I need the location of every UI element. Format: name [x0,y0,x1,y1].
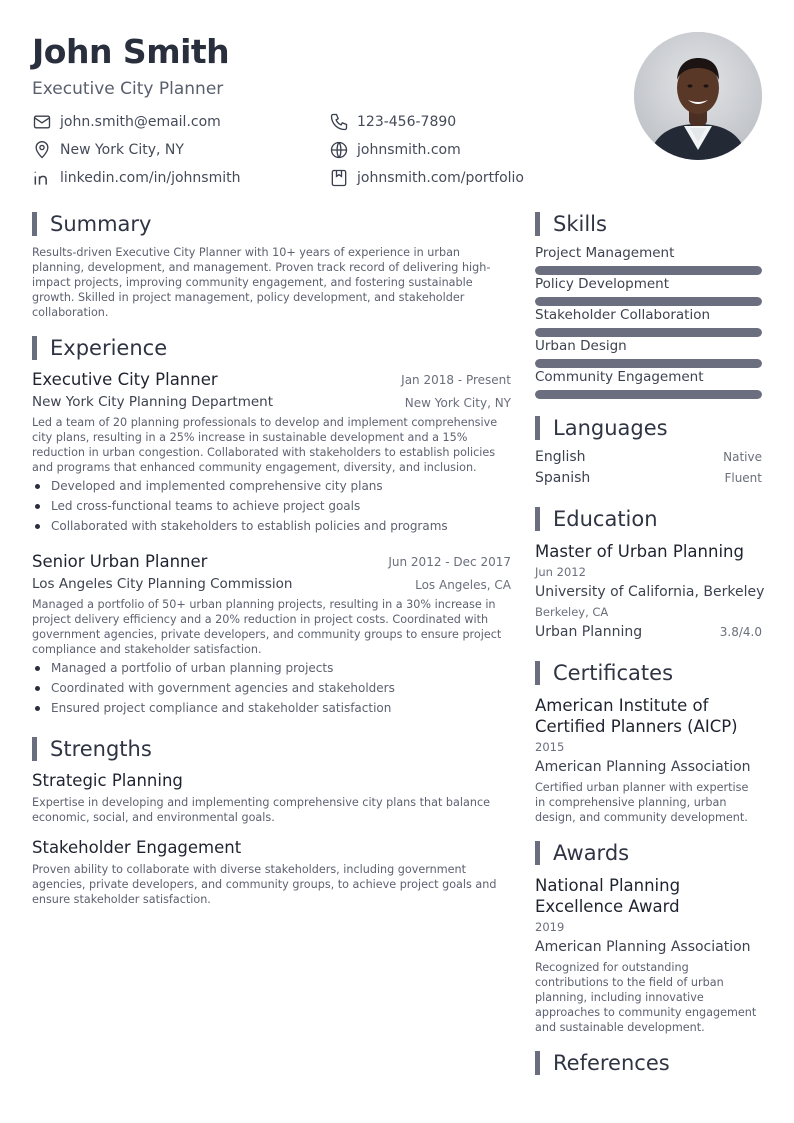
section-accent-bar [535,416,540,440]
education-field-row [535,624,762,640]
award-text: Recognized for outstanding contributions to the field of urban planning, including innovative approaches to community engagement and sustainable development. [535,961,757,1034]
contact-website-text: johnsmith.com [357,142,461,158]
award-issuer: American Planning Association [535,939,751,955]
job-bullet-text: Developed and implemented comprehensive city plans [51,479,383,493]
section-accent-bar [535,661,540,685]
job-bullet-text: Ensured project compliance and stakeholder satisfaction [51,701,392,715]
skills-heading-text: Skills [553,212,607,236]
candidate-name: John Smith [32,32,230,71]
profile-photo [634,32,762,160]
contact-phone[interactable] [329,112,456,132]
education-school: University of California, Berkeley [535,584,765,600]
skill-bar-fill [535,266,762,275]
skill-bar-fill [535,297,762,306]
section-accent-bar [535,212,540,236]
certificate-year: 2015 [535,740,565,754]
profile-portrait-image [634,32,762,160]
summary-heading [32,212,151,236]
language-name: English [535,449,586,465]
location-pin-icon [32,140,52,160]
mail-icon [32,112,52,132]
certificate-text: Certified urban planner with expertise in comprehensive planning, urban design, and community development. [535,781,749,824]
awards-heading [535,841,629,865]
portfolio-icon [329,168,349,188]
languages-heading-text: Languages [553,416,668,440]
job-title: Senior Urban Planner [32,552,208,571]
section-accent-bar [535,1051,540,1075]
strength-text: Proven ability to collaborate with diverse stakeholders, including government agencies, private developers, and community groups, to achieve project goals and ensure stakeholder satisfaction. [32,863,497,906]
skills-heading [535,212,607,236]
job-dates: Jun 2012 - Dec 2017 [388,555,511,569]
references-heading-text: References [553,1051,670,1075]
job-bullet-text: Led cross-functional teams to achieve project goals [51,499,361,513]
contact-phone-text: 123-456-7890 [357,114,457,130]
skill-bar-fill [535,390,762,399]
skill-bar [535,266,762,275]
section-accent-bar [535,507,540,531]
section-accent-bar [535,841,540,865]
contact-email[interactable] [32,112,221,132]
job-organization: New York City Planning Department [32,394,273,410]
language-row [535,449,762,465]
phone-icon [329,112,349,132]
job-bullet-text: Coordinated with government agencies and stakeholders [51,681,395,695]
language-row [535,470,762,486]
skill-bar-fill [535,328,762,337]
skill-bar [535,328,762,337]
bullet-dot-icon [35,666,40,671]
job-title: Executive City Planner [32,370,218,389]
languages-heading [535,416,668,440]
education-field: Urban Planning [535,624,643,640]
job-description: Led a team of 20 planning professionals to develop and implement comprehensive city plans, resulting in a 25% increase in sustainable development and a 15% reduction in urban congestion. Collaborated with stakeholders to establish policies and programs that enhanced community engagement, diversity, and inclusion. [32,416,498,474]
bullet-dot-icon [35,706,40,711]
contact-linkedin[interactable] [32,168,240,188]
bullet-dot-icon [35,504,40,509]
language-name: Spanish [535,470,591,486]
section-accent-bar [32,212,37,236]
job-dates: Jan 2018 - Present [401,373,511,387]
certificate-name: American Institute of Certified Planners (AICP) [535,696,738,736]
skill-bar [535,390,762,399]
job-description: Managed a portfolio of 50+ urban planning projects, resulting in a 30% increase in project delivery efficiency and a 20% reduction in project costs. Coordinated with government agencies, private developers, and community groups to ensure project compliance and stakeholder satisfaction. [32,598,502,656]
education-gpa: 3.8/4.0 [719,625,762,639]
award-year: 2019 [535,920,565,934]
skill-label: Community Engagement [535,369,704,385]
contact-portfolio-text: johnsmith.com/portfolio [357,170,524,186]
globe-icon [329,140,349,160]
skill-bar [535,297,762,306]
language-level: Fluent [724,471,762,485]
summary-text: Results-driven Executive City Planner with 10+ years of experience in urban planning, development, and management. Proven track record of delivering high-impact projects, improving community engagement, and fostering sustainable growth. Skilled in project management, policy development, and stakeholder collaboration. [32,246,491,319]
contact-website[interactable] [329,140,461,160]
job-bullet [32,499,360,513]
job-bullet [32,519,448,533]
skill-bar-fill [535,359,762,368]
education-date: Jun 2012 [535,565,586,579]
strengths-heading [32,737,152,761]
awards-heading-text: Awards [553,841,630,865]
experience-heading-text: Experience [50,336,168,360]
strength-title: Stakeholder Engagement [32,838,242,857]
candidate-role: Executive City Planner [32,79,224,99]
skill-label: Stakeholder Collaboration [535,307,711,323]
job-location: New York City, NY [404,396,511,410]
skill-label: Urban Design [535,338,627,354]
job-organization: Los Angeles City Planning Commission [32,576,293,592]
strength-title: Strategic Planning [32,771,183,790]
job-location: Los Angeles, CA [415,578,511,592]
contact-portfolio[interactable] [329,168,524,188]
certificate-issuer: American Planning Association [535,759,751,775]
job-bullet [32,479,383,493]
education-heading [535,507,658,531]
contact-location-text: New York City, NY [60,142,184,158]
skill-label: Project Management [535,245,675,261]
education-heading-text: Education [553,507,658,531]
strength-text: Expertise in developing and implementing comprehensive city plans that balance economic, social, and environmental goals. [32,796,490,824]
job-bullet [32,661,333,675]
experience-heading [32,336,167,360]
job-bullet-text: Managed a portfolio of urban planning projects [51,661,334,675]
contact-linkedin-text: linkedin.com/in/johnsmith [60,170,241,186]
bullet-dot-icon [35,686,40,691]
bullet-dot-icon [35,524,40,529]
skill-label: Policy Development [535,276,670,292]
strengths-heading-text: Strengths [50,737,152,761]
job-bullet [32,681,395,695]
job-bullet [32,701,391,715]
award-name: National Planning Excellence Award [535,876,681,916]
job-bullet-text: Collaborated with stakeholders to establish policies and programs [51,519,448,533]
certificates-heading-text: Certificates [553,661,674,685]
education-degree: Master of Urban Planning [535,542,744,561]
section-accent-bar [32,737,37,761]
skill-bar [535,359,762,368]
contact-email-text: john.smith@email.com [60,114,221,130]
references-heading [535,1051,670,1075]
language-level: Native [723,450,762,464]
linkedin-icon [32,168,52,188]
education-location: Berkeley, CA [535,605,609,619]
summary-heading-text: Summary [50,212,152,236]
bullet-dot-icon [35,484,40,489]
section-accent-bar [32,336,37,360]
contact-location [32,140,184,160]
certificates-heading [535,661,673,685]
